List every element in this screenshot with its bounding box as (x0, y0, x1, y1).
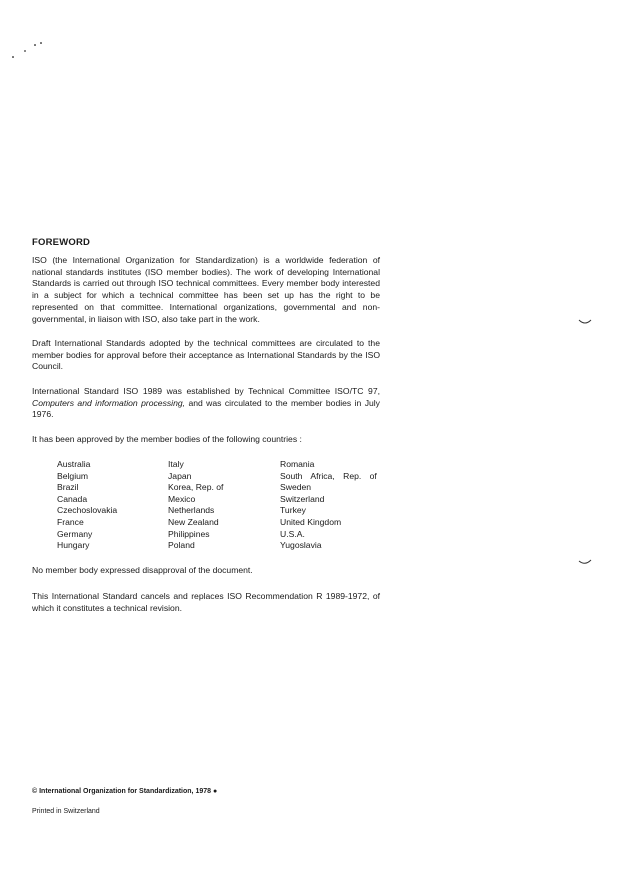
printed-in-line: Printed in Switzerland (32, 808, 100, 815)
scan-speck (12, 56, 14, 58)
country-item: France (57, 516, 84, 527)
country-item: Hungary (57, 540, 90, 551)
country-item: Mexico (168, 493, 196, 504)
revision-statement: This International Standard cancels and replaces ISO Recommendation R 1989-1972, of which it constitutes a technical revision. (32, 591, 380, 613)
country-item: Yugoslavia (280, 540, 322, 551)
country-item: Australia (57, 459, 91, 469)
country-item: Netherlands (168, 505, 215, 516)
margin-mark (578, 318, 592, 326)
country-item: U.S.A. (280, 528, 305, 539)
country-item: Germany (57, 528, 93, 539)
paragraph-3-text-end: and was circulated to the member bodies in July 1976. (32, 397, 380, 420)
country-item: Czechoslovakia (57, 505, 118, 516)
committee-name: Computers and information processing, (32, 397, 186, 408)
country-column-2 (168, 459, 278, 552)
country-item: Turkey (280, 505, 306, 516)
country-item: Sweden (280, 482, 312, 493)
country-item: Canada (57, 493, 88, 504)
foreword-heading: FOREWORD (32, 237, 91, 248)
foreword-paragraph-1: ISO (the International Organization for Standardization) is a worldwide federation of national standards institutes (ISO member bodies). The work of developing International Standards is carried out through ISO technical committees. Every member body interested in a subject for which a technical committee has been set up has the right to be represented on that committee. International organizations, governmental and non-governmental, in liaison with ISO, also take part in the work. (32, 255, 380, 324)
approval-intro: It has been approved by the member bodies of the following countries : (32, 434, 302, 444)
country-item: Italy (168, 459, 184, 469)
country-column-1 (57, 459, 167, 552)
country-item: Japan (168, 470, 192, 481)
country-item: Brazil (57, 482, 79, 493)
country-item: Romania (280, 459, 315, 469)
country-item: Philippines (168, 528, 210, 539)
country-item: New Zealand (168, 516, 219, 527)
country-item: Korea, Rep. of (168, 482, 224, 493)
foreword-paragraph-3 (32, 386, 380, 421)
country-item: South Africa, Rep. of (280, 470, 377, 481)
disapproval-statement: No member body expressed disapproval of the document. (32, 565, 253, 575)
country-item: Belgium (57, 470, 89, 481)
scan-speck (40, 42, 42, 44)
country-item: Poland (168, 540, 195, 551)
scan-speck (34, 44, 36, 46)
scan-speck (24, 50, 26, 52)
foreword-paragraph-2: Draft International Standards adopted by the technical committees are circulated to the member bodies for approval before their acceptance as International Standards by the ISO Council. (32, 338, 380, 372)
country-column-3 (280, 459, 382, 552)
country-item: United Kingdom (280, 516, 342, 527)
country-item: Switzerland (280, 493, 325, 504)
copyright-line: © International Organization for Standardization, 1978 ● (32, 788, 218, 795)
margin-mark (578, 558, 592, 566)
paragraph-3-text-start: International Standard ISO 1989 was established by Technical Committee ISO/TC 97, (32, 386, 380, 396)
